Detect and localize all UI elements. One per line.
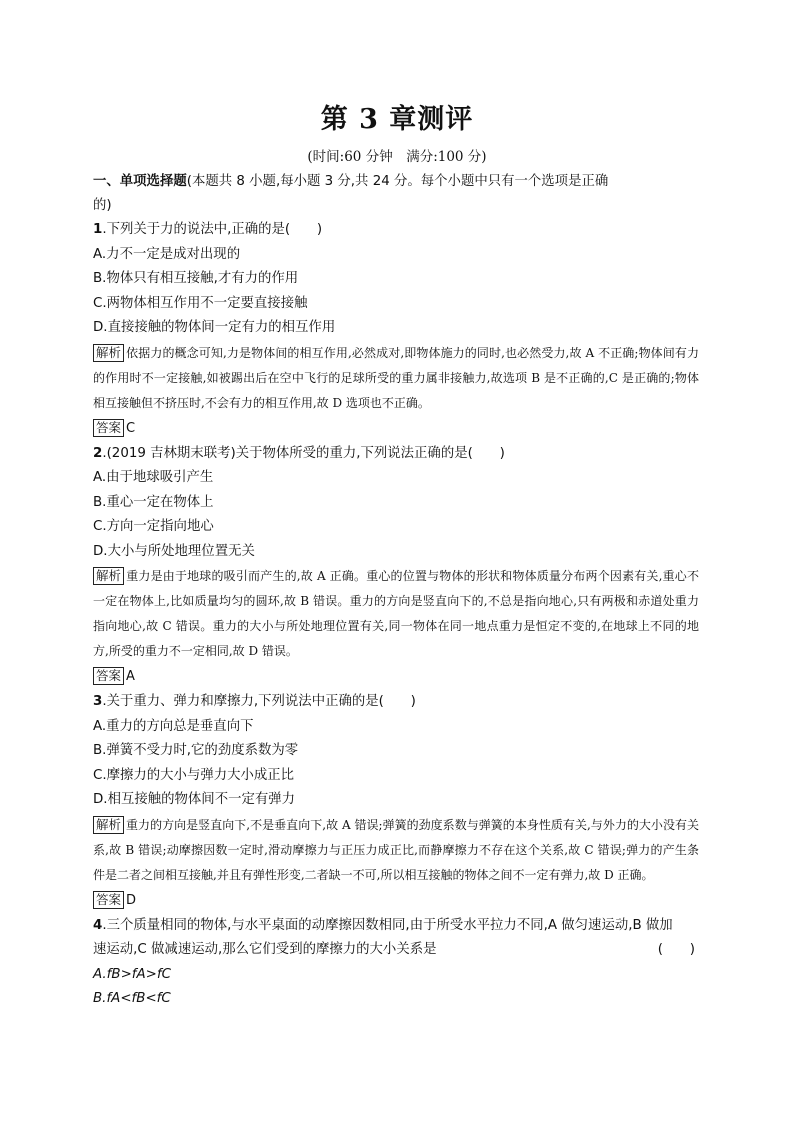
section-title: 一、单项选择题 bbox=[93, 174, 187, 189]
question-2 bbox=[93, 442, 699, 691]
answer bbox=[93, 664, 699, 690]
option-d: D.大小与所处地理位置无关 bbox=[93, 543, 255, 559]
explanation-label: 解析 bbox=[93, 567, 124, 585]
answer-value: C bbox=[126, 420, 136, 436]
answer-label: 答案 bbox=[93, 891, 124, 909]
answer-value: D bbox=[126, 892, 137, 908]
section-description-cont: 的) bbox=[93, 198, 112, 213]
answer bbox=[93, 888, 699, 914]
option-b: B.fA<fB<fC bbox=[93, 991, 171, 1006]
option-d: D.直接接触的物体间一定有力的相互作用 bbox=[93, 320, 336, 335]
exam-content bbox=[93, 170, 699, 1012]
option-a: A.重力的方向总是垂直向下 bbox=[93, 718, 254, 734]
question-4 bbox=[93, 914, 699, 1012]
option-b: B.弹簧不受力时,它的劲度系数为零 bbox=[93, 743, 299, 758]
answer-value: A bbox=[126, 669, 135, 684]
question-stem: 3.关于重力、弹力和摩擦力,下列说法中正确的是( ) bbox=[93, 694, 416, 709]
answer-label: 答案 bbox=[93, 419, 124, 437]
option-c: C.摩擦力的大小与弹力大小成正比 bbox=[93, 767, 295, 783]
answer-label: 答案 bbox=[93, 667, 124, 685]
question-stem: 4.三个质量相同的物体,与水平桌面的动摩擦因数相同,由于所受水平拉力不同,A 做匀速运动,B 做加 bbox=[93, 917, 673, 933]
answer bbox=[93, 416, 699, 442]
option-a: A.由于地球吸引产生 bbox=[93, 470, 214, 485]
option-c: C.方向一定指向地心 bbox=[93, 519, 214, 534]
question-stem: 1.下列关于力的说法中,正确的是( ) bbox=[93, 222, 323, 237]
question-stem: 2.(2019 吉林期末联考)关于物体所受的重力,下列说法正确的是( ) bbox=[93, 445, 505, 461]
explanation-label: 解析 bbox=[93, 816, 124, 834]
question-1 bbox=[93, 218, 699, 442]
explanation: 解析 重力的方向是竖直向下,不是垂直向下,故 A 错误;弹簧的劲度系数与弹簧的本身性质有关,与外力的大小没有关系,故 B 错误;动摩擦因数一定时,滑动摩擦力与正压力成正比,而静摩擦力不存在这个关系,故 C 错误;弹力的产生条件是二者之间相互接触,并且有弹性形变,二者缺一不可,所以相互接触的物体之间不一定有弹力,故 D 正确。 bbox=[93, 816, 699, 882]
option-a: A.fB>fA>fC bbox=[93, 966, 171, 982]
answer-blank: ( ) bbox=[657, 942, 695, 957]
question-3 bbox=[93, 690, 699, 914]
section-description: (本题共 8 小题,每小题 3 分,共 24 分。每个小题中只有一个选项是正确 bbox=[186, 174, 609, 189]
question-stem-cont: 速运动,C 做减速运动,那么它们受到的摩擦力的大小关系是 ( ) bbox=[93, 938, 699, 963]
page-title: 第 3 章测评 bbox=[320, 104, 474, 135]
explanation-label: 解析 bbox=[93, 344, 124, 362]
exam-duration-score: (时间:60 分钟 满分:100 分) bbox=[307, 149, 487, 165]
option-a: A.力不一定是成对出现的 bbox=[93, 246, 241, 262]
explanation: 解析 重力是由于地球的吸引而产生的,故 A 正确。重心的位置与物体的形状和物体质量分布两个因素有关,重心不一定在物体上,比如质量均匀的圆环,故 B 错误。重力的方向是竖直向下的,不总是指向地心,只有两极和赤道处重力指向地心,故 C 错误。重力的大小与所处地理位置有关,同一物体在同一地点重力是恒定不变的,在地球上不同的地方,所受的重力不一定相同,故 D 错误。 bbox=[93, 568, 699, 658]
option-b: B.物体只有相互接触,才有力的作用 bbox=[93, 271, 299, 286]
option-c: C.两物体相互作用不一定要直接接触 bbox=[93, 295, 308, 311]
option-b: B.重心一定在物体上 bbox=[93, 494, 214, 510]
section-heading bbox=[93, 170, 699, 218]
explanation: 解析 依据力的概念可知,力是物体间的相互作用,必然成对,即物体施力的同时,也必然受力,故 A 不正确;物体间有力的作用时不一定接触,如被踢出后在空中飞行的足球所受的重力属非接触力,故选项 B 是不正确的,C 是正确的;物体相互接触但不挤压时,不会有力的相互作用,故 D 选项也不正确。 bbox=[93, 344, 699, 410]
option-d: D.相互接触的物体间不一定有弹力 bbox=[93, 792, 296, 807]
